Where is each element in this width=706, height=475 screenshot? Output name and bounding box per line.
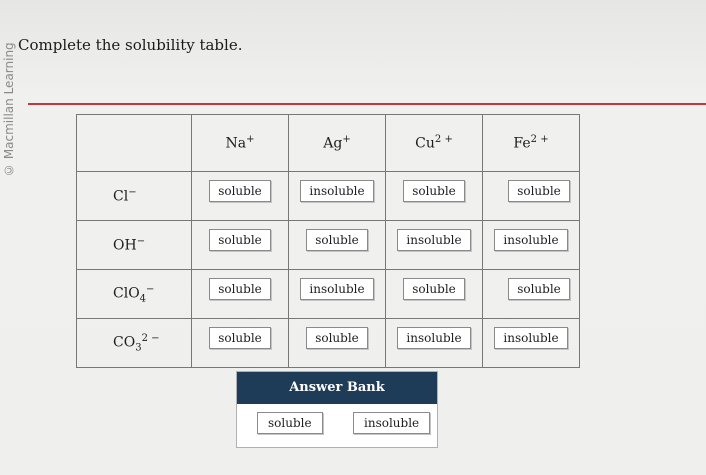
drop-zone[interactable] [386, 172, 483, 221]
answer-bank-options [237, 404, 437, 446]
solubility-table [76, 114, 580, 368]
drop-zone[interactable] [386, 319, 483, 368]
answer-tile[interactable]: soluble [403, 278, 465, 300]
cation-charge: 2 + [530, 134, 549, 146]
anion-symbol: CO [113, 334, 136, 351]
header-row [77, 115, 580, 172]
anion-charge: − [146, 283, 155, 295]
answer-tile[interactable]: soluble [306, 229, 368, 251]
cation-symbol: Ag [323, 135, 343, 152]
anion-symbol: Cl [113, 188, 129, 205]
answer-tile[interactable]: insoluble [300, 278, 373, 300]
column-header-cu [386, 115, 483, 172]
drop-zone[interactable] [483, 319, 580, 368]
cation-symbol: Cu [415, 135, 435, 152]
anion-subscript: 4 [139, 293, 147, 305]
table-row [77, 172, 580, 221]
cation-charge: + [246, 134, 255, 146]
drop-zone[interactable] [192, 221, 289, 270]
answer-tile[interactable]: soluble [403, 180, 465, 202]
answer-tile[interactable]: soluble [209, 327, 271, 349]
drop-zone[interactable] [289, 172, 386, 221]
anion-charge: − [136, 236, 146, 248]
copyright-watermark: © Macmillan Learning [2, 42, 16, 178]
divider-line [28, 103, 706, 105]
drop-zone[interactable] [192, 270, 289, 319]
cation-charge: 2 + [434, 134, 453, 146]
answer-option-soluble[interactable]: soluble [257, 412, 323, 434]
table-row [77, 319, 580, 368]
answer-tile[interactable]: soluble [508, 180, 570, 202]
table-row [77, 270, 580, 319]
drop-zone[interactable] [289, 221, 386, 270]
answer-tile[interactable]: soluble [209, 180, 271, 202]
column-header-ag [289, 115, 386, 172]
drop-zone[interactable] [483, 270, 580, 319]
table-row [77, 221, 580, 270]
anion-charge: 2 − [141, 332, 160, 344]
row-header-oh [77, 221, 192, 270]
row-header-clo4 [77, 270, 192, 319]
question-prompt: Complete the solubility table. [18, 36, 243, 54]
anion-symbol: OH [113, 237, 137, 254]
answer-tile[interactable]: insoluble [397, 229, 470, 251]
drop-zone[interactable] [289, 270, 386, 319]
answer-bank-title: Answer Bank [237, 372, 437, 404]
cation-symbol: Fe [513, 135, 531, 152]
corner-cell [77, 115, 192, 172]
answer-bank [236, 371, 438, 448]
cation-symbol: Na [225, 135, 247, 152]
answer-tile[interactable]: soluble [508, 278, 570, 300]
answer-tile[interactable]: soluble [306, 327, 368, 349]
cation-charge: + [342, 134, 351, 146]
column-header-fe [483, 115, 580, 172]
answer-tile[interactable]: insoluble [300, 180, 373, 202]
drop-zone[interactable] [483, 221, 580, 270]
answer-tile[interactable]: insoluble [494, 327, 567, 349]
drop-zone[interactable] [386, 221, 483, 270]
anion-symbol: ClO [113, 285, 140, 302]
answer-tile[interactable]: insoluble [494, 229, 567, 251]
drop-zone[interactable] [289, 319, 386, 368]
answer-tile[interactable]: insoluble [397, 327, 470, 349]
answer-option-insoluble[interactable]: insoluble [353, 412, 430, 434]
answer-tile[interactable]: soluble [209, 278, 271, 300]
answer-tile[interactable]: soluble [209, 229, 271, 251]
anion-subscript: 3 [135, 342, 142, 354]
drop-zone[interactable] [192, 319, 289, 368]
drop-zone[interactable] [192, 172, 289, 221]
drop-zone[interactable] [386, 270, 483, 319]
row-header-co3 [77, 319, 192, 368]
row-header-cl [77, 172, 192, 221]
drop-zone[interactable] [483, 172, 580, 221]
column-header-na [192, 115, 289, 172]
anion-charge: − [128, 187, 137, 199]
